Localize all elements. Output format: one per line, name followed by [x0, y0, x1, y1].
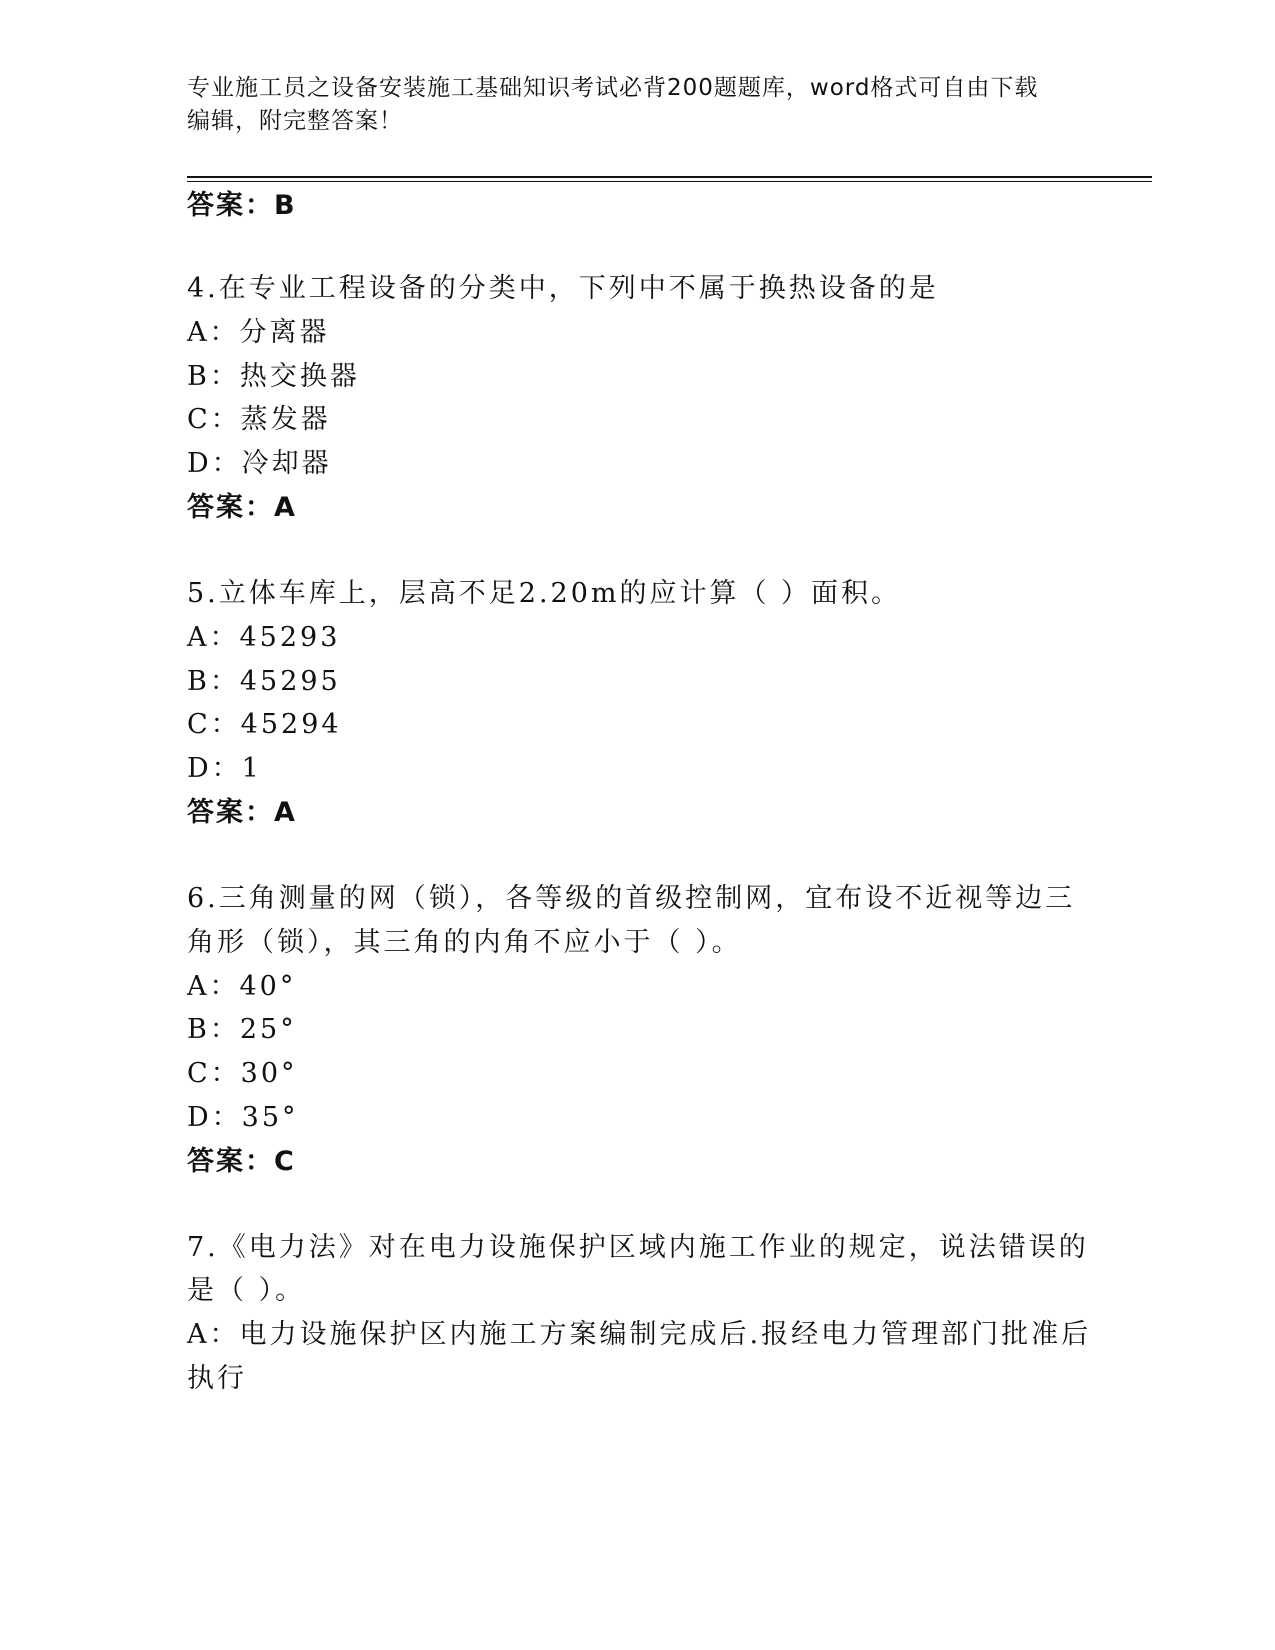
header-divider-thick: [187, 176, 1152, 178]
question-4-answer: 答案：A: [187, 492, 297, 523]
header-divider-thin: [187, 181, 1152, 182]
header-line-1: 专业施工员之设备安装施工基础知识考试必背200题题库，word格式可自由下载: [187, 75, 1039, 101]
question-5-option-c: C：45294: [187, 709, 342, 740]
previous-answer: 答案：B: [187, 190, 297, 221]
question-4-option-c: C：蒸发器: [187, 404, 331, 435]
question-5-option-a: A：45293: [187, 622, 341, 653]
question-4-option-d: D：冷却器: [187, 448, 332, 479]
question-4-option-a: A：分离器: [187, 317, 330, 348]
question-6-stem-line-2: 角形（锁），其三角的内角不应小于（ ）。: [187, 927, 742, 958]
question-7-option-a-line-1: A：电力设施保护区内施工方案编制完成后.报经电力管理部门批准后: [187, 1319, 1092, 1350]
question-5-option-b: B：45295: [187, 666, 341, 697]
question-4-option-b: B：热交换器: [187, 361, 360, 392]
header-line-2: 编辑，附完整答案！: [187, 108, 403, 134]
question-5-option-d: D：1: [187, 753, 262, 784]
question-6-option-d: D：35°: [187, 1102, 299, 1133]
question-6-stem-line-1: 6.三角测量的网（锁），各等级的首级控制网，宜布设不近视等边三: [187, 883, 1076, 914]
question-5-answer: 答案：A: [187, 797, 297, 828]
question-6-option-a: A：40°: [187, 971, 297, 1002]
question-5-stem: 5.立体车库上，层高不足2.20m的应计算（ ）面积。: [187, 578, 902, 609]
question-6-option-b: B：25°: [187, 1014, 297, 1045]
question-7-stem-line-1: 7.《电力法》对在电力设施保护区域内施工作业的规定，说法错误的: [187, 1232, 1089, 1263]
question-7-stem-line-2: 是（ ）。: [187, 1275, 306, 1306]
document-header: [187, 72, 1067, 138]
question-4-stem: 4.在专业工程设备的分类中，下列中不属于换热设备的是: [187, 273, 939, 304]
question-6-option-c: C：30°: [187, 1058, 298, 1089]
question-6-answer: 答案：C: [187, 1146, 296, 1177]
question-7-option-a-line-2: 执行: [187, 1363, 247, 1394]
